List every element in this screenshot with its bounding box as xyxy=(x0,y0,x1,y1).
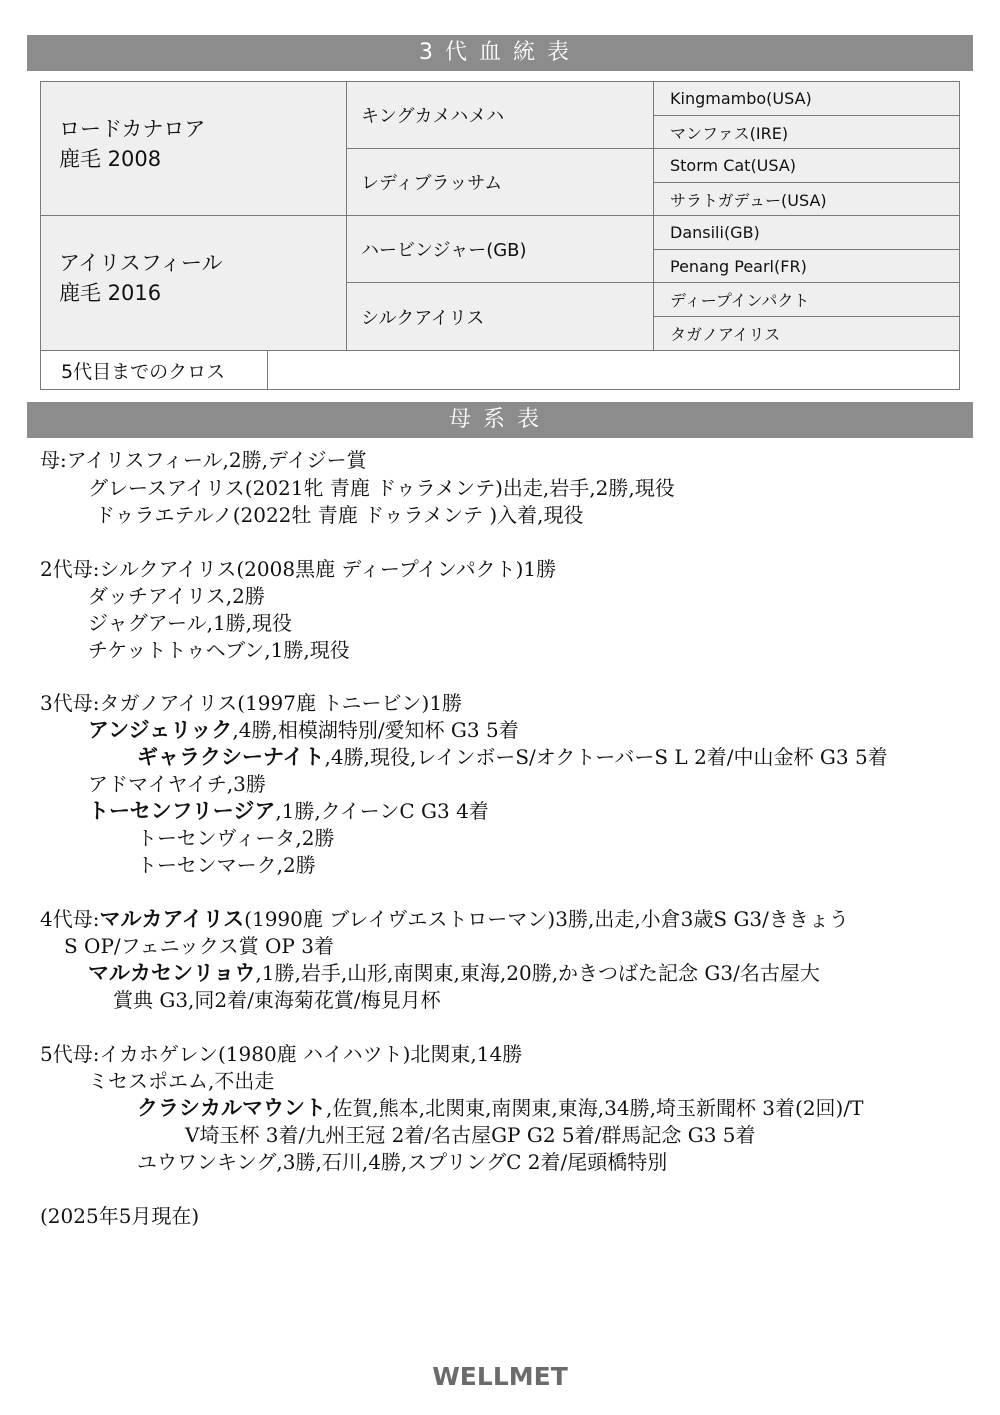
pedigree-title-bar xyxy=(27,35,973,71)
sire-sire-cell xyxy=(346,81,654,149)
brand-logo: WELLMET xyxy=(432,1362,568,1391)
notable-horse: トーセンフリージア xyxy=(88,799,276,823)
family-line xyxy=(137,744,888,771)
as-of-date: (2025年5月現在) xyxy=(40,1204,200,1228)
family-line: ユウワンキング,3勝,石川,4勝,スプリングC 2着/尾頭橋特別 xyxy=(137,1150,668,1174)
dam-cell xyxy=(40,215,347,351)
sire-dam-name: レディブラッサム xyxy=(361,173,503,194)
dam-dam-name: シルクアイリス xyxy=(361,307,485,329)
family-line: V埼玉杯 3着/九州王冠 2着/名古屋GP G2 5着/群馬記念 G3 5着 xyxy=(185,1123,756,1147)
ancestor-cell xyxy=(653,148,960,183)
family-line: 3代母:タガノアイリス(1997鹿 トニービン)1勝 xyxy=(40,691,463,715)
dam-name: アイリスフィール xyxy=(59,251,223,275)
ancestor-name: マンファス(IRE) xyxy=(670,123,789,143)
dam-sire-name: ハービンジャー(GB) xyxy=(361,240,527,261)
ancestor-name: タガノアイリス xyxy=(670,325,781,344)
sire-cell xyxy=(40,81,347,216)
ancestor-name: Kingmambo(USA) xyxy=(670,89,812,108)
family-line: トーセンマーク,2勝 xyxy=(137,853,316,877)
horse-record: (1990鹿 ブレイヴエストローマン)3勝,出走,小倉3歳S G3/ききょう xyxy=(244,907,849,931)
family-line xyxy=(88,960,820,987)
pedigree-table xyxy=(40,81,960,390)
family-line: ミセスポエム,不出走 xyxy=(88,1069,275,1093)
pedigree-title: 3代血統表 xyxy=(419,40,581,65)
family-title-bar xyxy=(27,402,973,438)
notable-horse: マルカアイリス xyxy=(99,907,245,931)
dam-sire-cell xyxy=(346,215,654,283)
family-line xyxy=(88,798,489,825)
horse-record: ,1勝,クイーンC G3 4着 xyxy=(275,799,489,823)
sire-name: ロードカナロア xyxy=(59,117,206,141)
family-line xyxy=(40,906,849,933)
notable-horse: ギャラクシーナイト xyxy=(137,745,325,769)
family-line: ドゥラエテルノ(2022牡 青鹿 ドゥラメンテ )入着,現役 xyxy=(95,503,584,527)
family-line: グレースアイリス(2021牝 青鹿 ドゥラメンテ)出走,岩手,2勝,現役 xyxy=(88,476,675,500)
ancestor-name: Penang Pearl(FR) xyxy=(670,256,807,276)
family-line: アドマイヤイチ,3勝 xyxy=(88,772,266,796)
horse-record: ,4勝,相模湖特別/愛知杯 G3 5着 xyxy=(232,718,519,742)
cross-label: 5代目までのクロス xyxy=(61,360,226,383)
family-line: S OP/フェニックス賞 OP 3着 xyxy=(64,934,334,958)
ancestor-cell xyxy=(653,182,960,216)
ancestor-name: ディープインパクト xyxy=(670,291,810,310)
sire-dam-cell xyxy=(346,148,654,216)
ancestor-cell xyxy=(653,282,960,317)
cross-label-cell xyxy=(40,350,268,390)
family-line: チケットトゥヘブン,1勝,現役 xyxy=(88,638,350,662)
family-line xyxy=(88,717,519,744)
dam-info: 鹿毛 2016 xyxy=(59,281,162,305)
family-line: 賞典 G3,同2着/東海菊花賞/梅見月杯 xyxy=(113,988,441,1012)
family-line: 母:アイリスフィール,2勝,デイジー賞 xyxy=(40,448,367,472)
horse-record: ,佐賀,熊本,北関東,南関東,東海,34勝,埼玉新聞杯 3着(2回)/T xyxy=(326,1096,864,1120)
dam-dam-cell xyxy=(346,282,654,351)
ancestor-cell xyxy=(653,249,960,283)
family-line: トーセンヴィータ,2勝 xyxy=(137,826,335,850)
ancestor-cell xyxy=(653,81,960,116)
generation-label: 4代母: xyxy=(40,907,100,931)
family-line: ジャグアール,1勝,現役 xyxy=(88,611,293,635)
family-line xyxy=(137,1095,863,1122)
notable-horse: クラシカルマウント xyxy=(137,1096,326,1120)
horse-record: ,4勝,現役,レインボーS/オクトーバーS L 2着/中山金杯 G3 5着 xyxy=(324,745,888,769)
sire-info: 鹿毛 2008 xyxy=(59,147,162,171)
family-title: 母系表 xyxy=(448,407,551,432)
ancestor-name: Dansili(GB) xyxy=(670,223,760,242)
notable-horse: マルカセンリョウ xyxy=(88,961,256,985)
ancestor-cell xyxy=(653,115,960,149)
family-line: ダッチアイリス,2勝 xyxy=(88,584,265,608)
cross-value-cell xyxy=(267,350,960,390)
ancestor-cell xyxy=(653,316,960,351)
family-line: 2代母:シルクアイリス(2008黒鹿 ディープインパクト)1勝 xyxy=(40,557,557,581)
ancestor-name: サラトガデュー(USA) xyxy=(670,190,827,210)
horse-record: ,1勝,岩手,山形,南関東,東海,20勝,かきつばた記念 G3/名古屋大 xyxy=(255,961,820,985)
family-line: 5代母:イカホゲレン(1980鹿 ハイハツト)北関東,14勝 xyxy=(40,1042,523,1066)
ancestor-cell xyxy=(653,215,960,250)
sire-sire-name: キングカメハメハ xyxy=(361,106,505,127)
notable-horse: アンジェリック xyxy=(88,718,233,742)
ancestor-name: Storm Cat(USA) xyxy=(670,156,797,175)
